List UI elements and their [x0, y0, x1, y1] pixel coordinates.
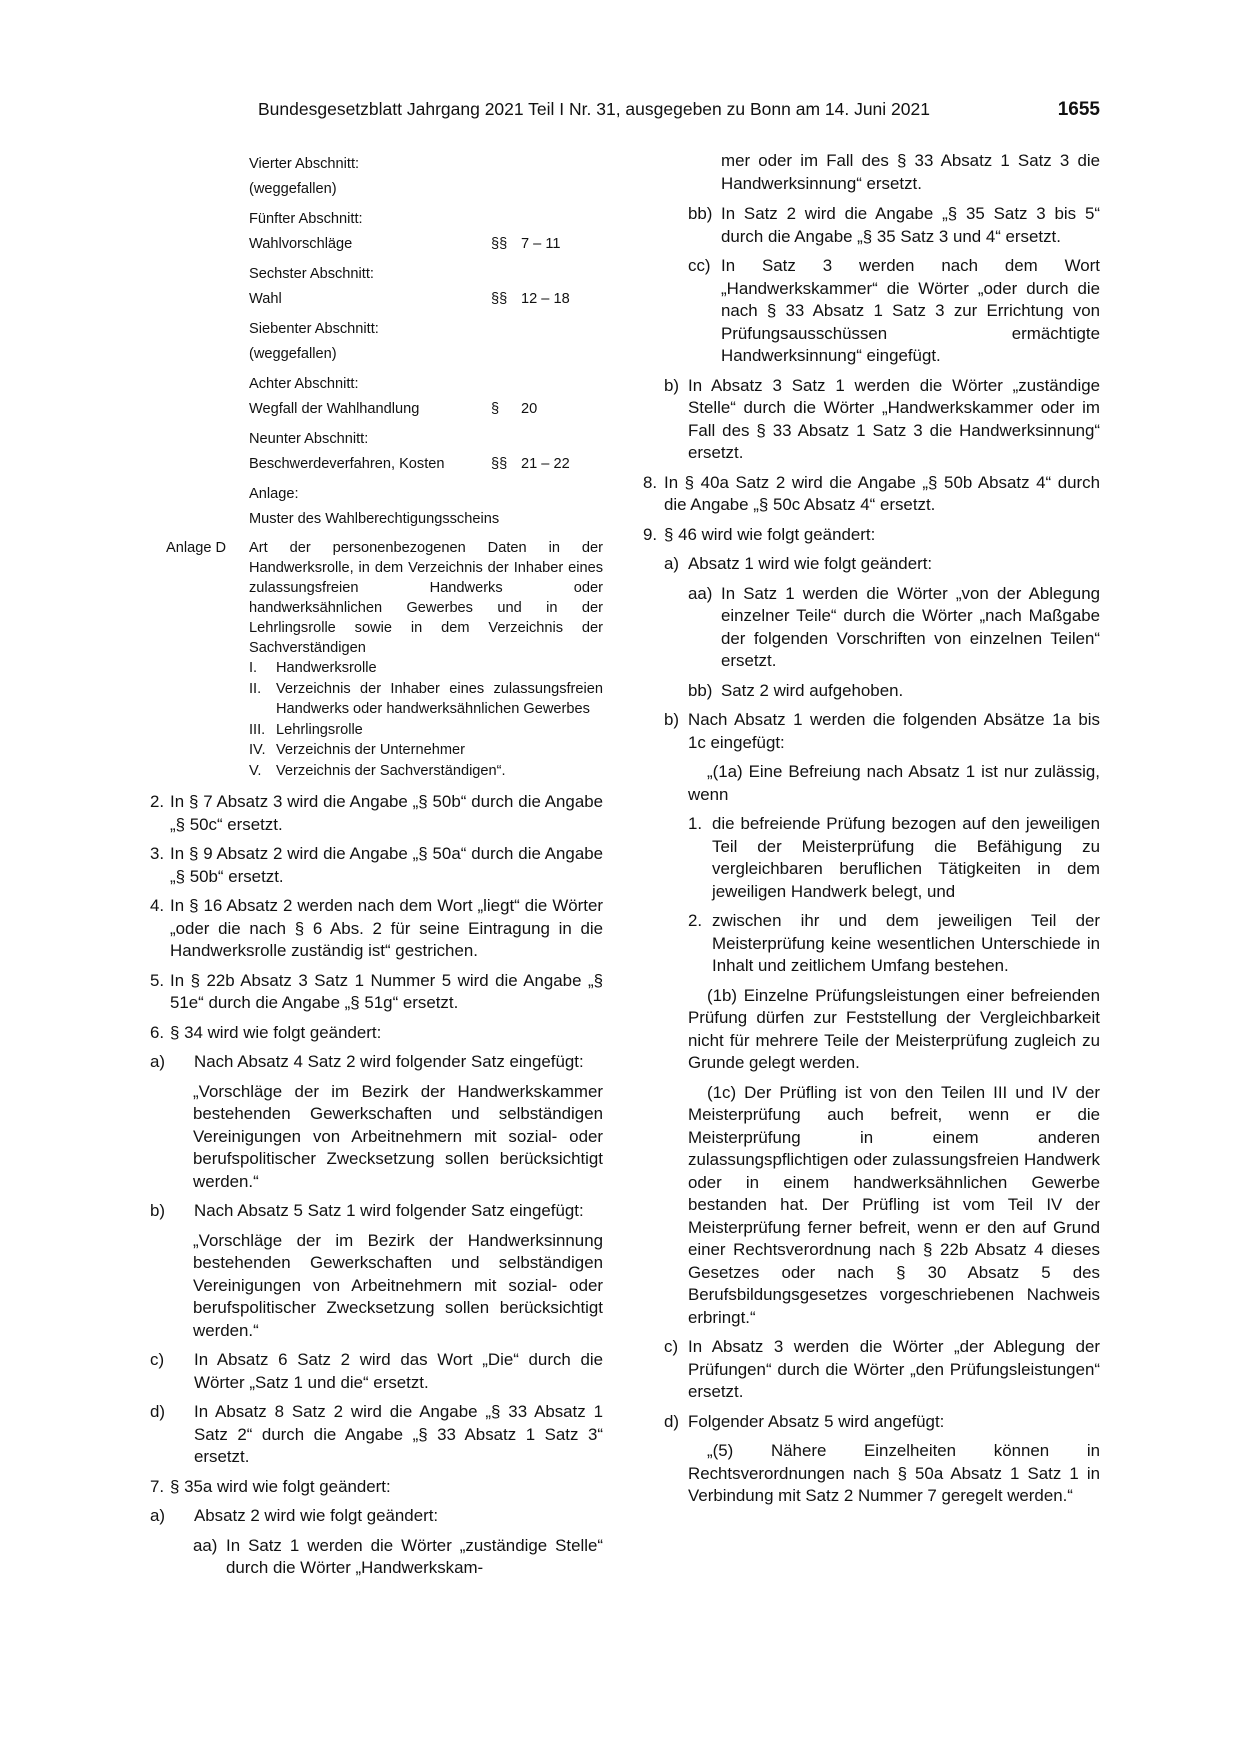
toc-heading: Fünfter Abschnitt:: [249, 211, 363, 227]
item-text: In Satz 1 werden die Wörter „von der Ablegung einzelner Teile“ durch die Wörter „nach Maßgabe der folgenden Vorschriften von einzelnen Teilen“ ersetzt.: [721, 583, 1100, 670]
amendment-subitem: [150, 1505, 603, 1528]
item-number: a): [150, 1052, 166, 1071]
toc-ref: §: [491, 401, 500, 417]
item-number: b): [664, 710, 680, 729]
toc-entry: [249, 317, 603, 367]
quoted-paragraph: „(1a) Eine Befreiung nach Absatz 1 ist nur zulässig, wenn: [688, 762, 1100, 804]
amendment-item: [635, 524, 1100, 547]
item-text: In Absatz 8 Satz 2 wird die Angabe „§ 33 Absatz 1 Satz 2“ durch die Angabe „§ 33 Absatz 1 Satz 3“ ersetzt.: [194, 1402, 603, 1466]
subitem-wrap: [150, 1200, 603, 1223]
subitem-wrap: [635, 709, 1100, 754]
subitem-wrap: [150, 1051, 603, 1074]
left-column: [150, 152, 603, 1587]
toc-title-line: [249, 287, 603, 312]
list-number: IV.: [249, 742, 266, 758]
continued-text: mer oder im Fall des § 33 Absatz 1 Satz 3 die Handwerksinnung“ ersetzt.: [721, 151, 1100, 193]
toc-heading: Vierter Abschnitt:: [249, 156, 360, 172]
subitem-wrap: [635, 375, 1100, 465]
toc-ref: §§: [491, 291, 508, 307]
toc-title: (weggefallen): [249, 181, 337, 197]
subitem-wrap: [150, 1401, 603, 1469]
toc-entry: [249, 152, 603, 202]
item-number: 5.: [150, 970, 165, 990]
item-number: bb): [688, 204, 713, 223]
quoted-paragraph: (1b) Einzelne Prüfungsleistungen einer befreienden Prüfung dürfen zur Feststellung der Vergleichbarkeit nicht für mehrere Teile der Meisterprüfung zugleich zu Grunde gelegt werden.: [688, 985, 1100, 1072]
amendment-subsubitem: [635, 203, 1100, 248]
toc-entry: [249, 262, 603, 312]
amendment-subitem: [150, 1200, 603, 1223]
amendment-item: [150, 895, 603, 963]
toc-range: 7 – 11: [521, 236, 561, 252]
item-number: b): [150, 1201, 166, 1220]
toc-title: Muster des Wahlberechtigungsscheins: [249, 511, 500, 527]
subitem-wrap: [150, 1505, 603, 1528]
item-number: 2.: [688, 911, 703, 930]
list-item: [249, 720, 603, 741]
toc-heading: Neunter Abschnitt:: [249, 431, 369, 447]
item-text: § 35a wird wie folgt geändert:: [170, 1476, 391, 1496]
toc-title: Wahlvorschläge: [249, 236, 353, 252]
subitem-wrap: [635, 1336, 1100, 1404]
toc-title-line: [249, 397, 603, 422]
item-number: 4.: [150, 896, 165, 915]
toc-range: 20: [521, 401, 538, 417]
amendment-subitem: [150, 1051, 603, 1074]
amendment-item: [150, 1476, 603, 1499]
quoted-sentence: „Vorschläge der im Bezirk der Handwerkskammer bestehenden Gewerkschaften und selbständigen Vereinigungen von Arbeitnehmern mit sozial- oder berufspolitischer Zwecksetzung sollen berücksichtigt werden.“: [193, 1081, 603, 1191]
item-text: Folgender Absatz 5 wird angefügt:: [688, 1411, 945, 1431]
list-text: Verzeichnis der Sachverständigen“.: [276, 762, 506, 779]
amendment-item: [150, 843, 603, 888]
list-text: Verzeichnis der Inhaber eines zulassungsfreien Handwerks oder handwerksähnlichen Gewerbes: [276, 680, 603, 717]
toc-ref: §§: [491, 236, 508, 252]
item-text: die befreiende Prüfung bezogen auf den jeweiligen Teil der Meisterprüfung die Befähigung zu vergleichbaren beruflichen Tätigkeiten in dem jeweiligen Handwerk belegt, und: [712, 814, 1100, 901]
quoted-list-item: [635, 910, 1100, 978]
item-text: Absatz 2 wird wie folgt geändert:: [194, 1506, 439, 1525]
amendment-subsubitem: [635, 680, 1100, 703]
amendment-subitem: [635, 375, 1100, 465]
anlage-d-list: [249, 658, 603, 781]
subitem-wrap: [635, 680, 1100, 703]
subitem-wrap: [635, 813, 1100, 903]
subitem-wrap: [635, 910, 1100, 978]
toc-entry: [249, 372, 603, 422]
toc-range: 21 – 22: [521, 456, 570, 472]
toc-entry: [249, 427, 603, 477]
amendment-item: [635, 472, 1100, 517]
toc-heading: Achter Abschnitt:: [249, 376, 359, 392]
item-number: c): [150, 1350, 165, 1369]
item-number: 2.: [150, 792, 165, 811]
amendment-item: [150, 791, 603, 836]
item-text: In Absatz 3 werden die Wörter „der Ablegung der Prüfungen“ durch die Wörter „den Prüfungsleistungen“ ersetzt.: [688, 1337, 1100, 1401]
subitem-wrap: [635, 583, 1100, 673]
item-text: Nach Absatz 1 werden die folgenden Absätze 1a bis 1c eingefügt:: [688, 710, 1100, 752]
toc-title-line: [249, 452, 603, 477]
item-number: aa): [193, 1535, 218, 1555]
item-number: aa): [688, 583, 713, 603]
item-number: b): [664, 375, 680, 395]
page-header: [258, 99, 1100, 125]
list-number: III.: [249, 721, 266, 738]
item-text: Satz 2 wird aufgehoben.: [721, 680, 904, 700]
item-text: In § 22b Absatz 3 Satz 1 Nummer 5 wird die Angabe „§ 51e“ durch die Angabe „§ 51g“ ersetzt.: [170, 970, 603, 1012]
right-column: [635, 150, 1100, 1515]
toc-title: Wahl: [249, 291, 282, 307]
item-number: 8.: [643, 472, 658, 492]
table-of-contents: [249, 152, 603, 532]
item-number: 1.: [688, 814, 703, 833]
list-item: [249, 761, 603, 782]
amendment-item: [150, 1022, 603, 1045]
item-number: a): [150, 1506, 166, 1525]
list-item: [249, 658, 603, 679]
item-number: 6.: [150, 1022, 165, 1042]
subitem-wrap: [635, 203, 1100, 248]
item-text: § 34 wird wie folgt geändert:: [170, 1022, 382, 1042]
subitem-wrap: [635, 472, 1100, 517]
toc-title: Wegfall der Wahlhandlung: [249, 401, 420, 417]
toc-title: Beschwerdeverfahren, Kosten: [249, 456, 445, 472]
list-number: II.: [249, 680, 262, 697]
toc-heading: Siebenter Abschnitt:: [249, 321, 379, 337]
list-number: V.: [249, 762, 262, 779]
item-text: Absatz 1 wird wie folgt geändert:: [688, 554, 933, 573]
subitem-wrap: [150, 1349, 603, 1394]
item-text: In § 16 Absatz 2 werden nach dem Wort „liegt“ die Wörter „oder die nach § 6 Abs. 2 für seine Eintragung in die Handwerksrolle zuständig ist“ gestrichen.: [170, 896, 603, 960]
item-text: zwischen ihr und dem jeweiligen Teil der Meisterprüfung keine wesentlichen Unterschiede in Inhalt und zeitlichem Umfang bestehen.: [712, 911, 1100, 975]
amendment-subitem: [635, 709, 1100, 754]
list-number: I.: [249, 660, 258, 676]
running-title: Bundesgesetzblatt Jahrgang 2021 Teil I Nr. 31, ausgegeben zu Bonn am 14. Juni 2021: [258, 99, 930, 119]
amendment-subsubitem: [635, 583, 1100, 673]
item-text: § 46 wird wie folgt geändert:: [664, 524, 876, 544]
item-number: 9.: [643, 524, 658, 544]
item-number: cc): [688, 256, 711, 275]
subitem-wrap: [635, 524, 1100, 547]
item-text: In Satz 1 werden die Wörter „zuständige Stelle“ durch die Wörter „Handwerkskam-: [226, 1535, 603, 1577]
anlage-d: [150, 538, 603, 658]
item-number: d): [664, 1411, 680, 1431]
toc-title-line: [249, 177, 603, 202]
toc-title-line: [249, 342, 603, 367]
item-text: Nach Absatz 5 Satz 1 wird folgender Satz eingefügt:: [194, 1201, 584, 1220]
quoted-paragraph: „(5) Nähere Einzelheiten können in Rechtsverordnungen nach § 50a Absatz 1 Satz 1 in Verbindung mit Satz 2 Nummer 7 geregelt werden.“: [688, 1441, 1100, 1505]
item-text: In Satz 2 wird die Angabe „§ 35 Satz 3 bis 5“ durch die Angabe „§ 35 Satz 3 und 4“ ersetzt.: [721, 204, 1100, 246]
toc-ref: §§: [491, 456, 508, 472]
quoted-sentence: „Vorschläge der im Bezirk der Handwerksinnung bestehenden Gewerkschaften und selbständigen Vereinigungen von Arbeitnehmern mit sozial- oder berufspolitischer Zwecksetzung sollen berücksichtigt werden.“: [193, 1230, 603, 1340]
item-number: a): [664, 554, 680, 573]
toc-entry: [249, 482, 603, 532]
item-number: 3.: [150, 844, 165, 863]
quoted-paragraph: (1c) Der Prüfling ist von den Teilen III und IV der Meisterprüfung auch befreit, wenn er die Meisterprüfung in einem anderen zulassungspflichtigen oder zulassungsfreien Handwerk oder in einem handwerksähnlichen Gewerbe bestanden hat. Der Prüfling ist vom Teil IV der Meisterprüfung ferner befreit, wenn er den auf Grund einer Rechtsverordnung nach § 22b Absatz 4 dieses Gesetzes oder nach § 30 Absatz 5 des Berufsbildungsgesetzes vorgeschriebenen Nachweis erbringt.“: [688, 1082, 1100, 1327]
item-number: 7.: [150, 1476, 165, 1496]
quoted-list-item: [635, 813, 1100, 903]
subitem-wrap: [150, 1535, 603, 1580]
list-text: Verzeichnis der Unternehmer: [276, 742, 465, 758]
amendment-item: [150, 970, 603, 1015]
item-text: In Absatz 3 Satz 1 werden die Wörter „zuständige Stelle“ durch die Wörter „Handwerkskammer oder im Fall des § 33 Absatz 1 Satz 3 die Handwerksinnung“ ersetzt.: [688, 375, 1100, 462]
item-text: In § 9 Absatz 2 wird die Angabe „§ 50a“ durch die Angabe „§ 50b“ ersetzt.: [170, 844, 603, 886]
item-number: bb): [688, 680, 713, 700]
amendment-subitem: [150, 1349, 603, 1394]
item-text: In § 7 Absatz 3 wird die Angabe „§ 50b“ durch die Angabe „§ 50c“ ersetzt.: [170, 792, 603, 834]
list-item: [249, 679, 603, 720]
toc-entry: [249, 207, 603, 257]
amendment-subsubitem: [150, 1535, 603, 1580]
amendment-subitem: [635, 1336, 1100, 1404]
toc-title-line: [249, 507, 603, 532]
item-text: In Satz 3 werden nach dem Wort „Handwerkskammer“ die Wörter „oder durch die nach § 33 Absatz 1 Satz 3 zur Errichtung von Prüfungsausschüssen ermächtigte Handwerksinnung“ eingefügt.: [721, 256, 1100, 365]
toc-title-line: [249, 232, 603, 257]
item-text: In Absatz 6 Satz 2 wird das Wort „Die“ durch die Wörter „Satz 1 und die“ ersetzt.: [194, 1350, 603, 1392]
amendment-subitem: [150, 1401, 603, 1469]
subitem-wrap: [635, 255, 1100, 368]
list-item: [249, 740, 603, 761]
toc-range: 12 – 18: [521, 291, 570, 307]
item-text: Nach Absatz 4 Satz 2 wird folgender Satz eingefügt:: [194, 1052, 584, 1071]
subitem-wrap: [635, 553, 1100, 576]
item-number: c): [664, 1337, 679, 1356]
amendment-subitem: [635, 553, 1100, 576]
item-text: In § 40a Satz 2 wird die Angabe „§ 50b Absatz 4“ durch die Angabe „§ 50c Absatz 4“ ersetzt.: [664, 472, 1100, 514]
list-text: Lehrlingsrolle: [276, 721, 363, 738]
toc-heading: Anlage:: [249, 486, 299, 502]
item-number: d): [150, 1402, 166, 1421]
page-number: 1655: [1057, 99, 1100, 120]
subitem-wrap: [635, 1411, 1100, 1434]
anlage-d-label: Anlage D: [166, 540, 227, 556]
list-text: Handwerksrolle: [276, 660, 377, 676]
toc-heading: Sechster Abschnitt:: [249, 266, 374, 282]
toc-title: (weggefallen): [249, 346, 337, 362]
amendment-subitem: [635, 1411, 1100, 1434]
amendment-subsubitem: [635, 255, 1100, 368]
anlage-d-text: Art der personenbezogenen Daten in der Handwerksrolle, in dem Verzeichnis der Inhaber eines zulassungsfreien Handwerks oder handwerksähnlichen Gewerbes und in der Lehrlingsrolle sowie in dem Verzeichnis der Sachverständigen: [249, 540, 603, 656]
